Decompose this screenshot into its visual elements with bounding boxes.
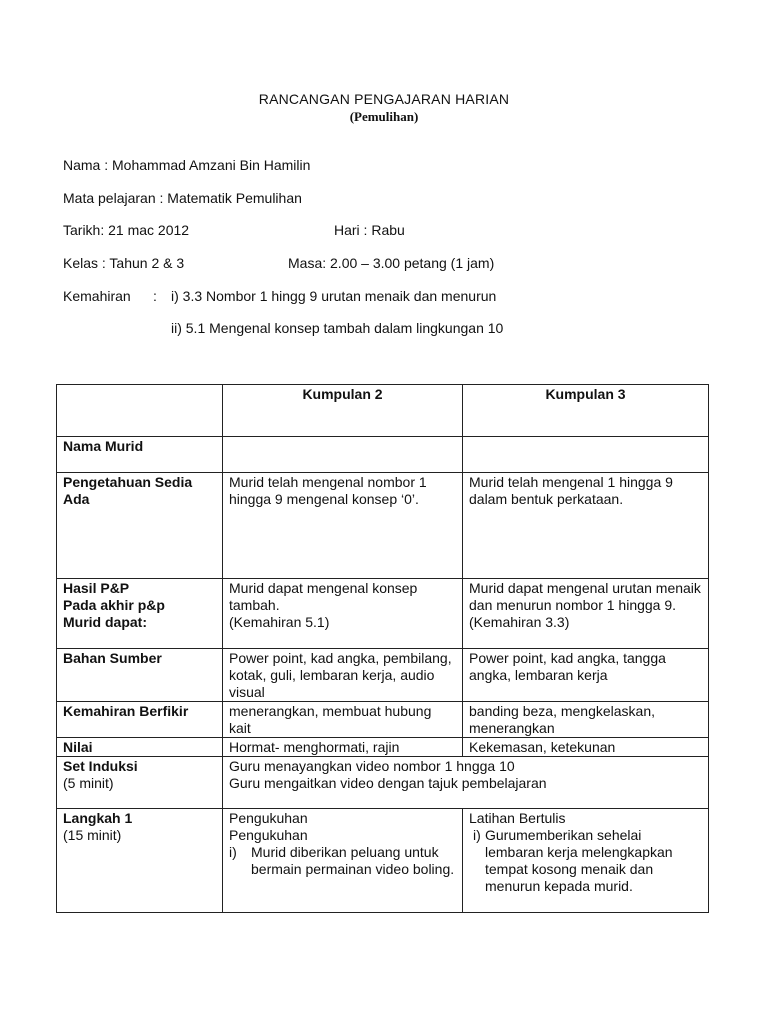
cell-k3 — [463, 809, 709, 913]
list-item-text: Murid diberikan peluang untuk bermain permainan video boling. — [251, 844, 455, 877]
list-item-number: i) — [473, 827, 481, 843]
cell-k3: banding beza, mengkelaskan, menerangkan — [463, 702, 709, 738]
cell-merged: Guru menayangkan video nombor 1 hngga 10 Guru mengaitkan video dengan tajuk pembelajaran — [223, 757, 709, 809]
cell-k2 — [223, 437, 463, 473]
cell-k3: Power point, kad angka, tangga angka, lembaran kerja — [463, 649, 709, 702]
cell-k2-list — [229, 844, 456, 878]
tarikh-line: Tarikh: 21 mac 2012 — [63, 222, 190, 238]
kemahiran-colon: : — [153, 288, 157, 304]
row-langkah-1 — [57, 809, 709, 913]
header-kumpulan-3: Kumpulan 3 — [463, 385, 709, 437]
kemahiran-item-1: i) 3.3 Nombor 1 hingg 9 urutan menaik dan menurun — [171, 288, 497, 304]
page-subtitle: (Pemulihan) — [349, 109, 419, 124]
row-kemahiran-berfikir — [57, 702, 709, 738]
row-bahan-sumber — [57, 649, 709, 702]
row-hasil — [57, 579, 709, 649]
row-nilai — [57, 738, 709, 757]
kemahiran-item-2: ii) 5.1 Mengenal konsep tambah dalam lingkungan 10 — [171, 320, 504, 336]
row-nama-murid — [57, 437, 709, 473]
cell-k3: Murid dapat mengenal urutan menaik dan menurun nombor 1 hingga 9. (Kemahiran 3.3) — [463, 579, 709, 649]
list-item-number: i) — [229, 844, 237, 860]
row-label: Nilai — [57, 738, 223, 757]
cell-k2: Hormat- menghormati, rajin — [223, 738, 463, 757]
row-label: Kemahiran Berfikir — [57, 702, 223, 738]
table-header-row — [57, 385, 709, 437]
lesson-plan-table — [56, 384, 709, 913]
cell-k3: Murid telah mengenal 1 hingga 9 dalam bentuk perkataan. — [463, 473, 709, 579]
cell-k3 — [463, 437, 709, 473]
cell-k3-list — [469, 827, 702, 895]
row-label: Set Induksi — [63, 758, 138, 774]
cell-k2-line-2: Pengukuhan — [229, 827, 308, 843]
page-title: RANCANGAN PENGAJARAN HARIAN — [258, 91, 510, 107]
row-pengetahuan — [57, 473, 709, 579]
row-label: Bahan Sumber — [57, 649, 223, 702]
hari-line: Hari : Rabu — [334, 222, 405, 238]
row-set-induksi — [57, 757, 709, 809]
list-item — [229, 844, 456, 878]
cell-k3-line-1: Latihan Bertulis — [469, 810, 566, 826]
cell-k2: Murid telah mengenal nombor 1 hingga 9 mengenal konsep ‘0’. — [223, 473, 463, 579]
row-label-cell — [57, 757, 223, 809]
row-label-cell — [57, 809, 223, 913]
cell-k2-line-1: Pengukuhan — [229, 810, 308, 826]
header-kumpulan-2: Kumpulan 2 — [223, 385, 463, 437]
cell-k2 — [223, 809, 463, 913]
kelas-line: Kelas : Tahun 2 & 3 — [63, 255, 185, 271]
row-label: Nama Murid — [57, 437, 223, 473]
kemahiran-label: Kemahiran — [63, 288, 131, 304]
cell-k2: Murid dapat mengenal konsep tambah. (Kemahiran 5.1) — [223, 579, 463, 649]
mata-pelajaran-line: Mata pelajaran : Matematik Pemulihan — [63, 190, 302, 206]
row-sublabel: (5 minit) — [63, 775, 114, 791]
list-item — [473, 827, 702, 895]
cell-k3: Kekemasan, ketekunan — [463, 738, 709, 757]
list-item-text: Gurumemberikan sehelai lembaran kerja melengkapkan tempat kosong menaik dan menurun kepada murid. — [485, 827, 673, 894]
cell-k2: Power point, kad angka, pembilang, kotak, guli, lembaran kerja, audio visual — [223, 649, 463, 702]
row-label: Pengetahuan Sedia Ada — [57, 473, 223, 579]
header-cell-empty — [57, 385, 223, 437]
masa-line: Masa: 2.00 – 3.00 petang (1 jam) — [288, 255, 495, 271]
row-label: Hasil P&P Pada akhir p&p Murid dapat: — [57, 579, 223, 649]
cell-k2: menerangkan, membuat hubung kait — [223, 702, 463, 738]
nama-line: Nama : Mohammad Amzani Bin Hamilin — [63, 157, 311, 173]
row-label: Langkah 1 — [63, 810, 133, 826]
row-sublabel: (15 minit) — [63, 827, 122, 843]
